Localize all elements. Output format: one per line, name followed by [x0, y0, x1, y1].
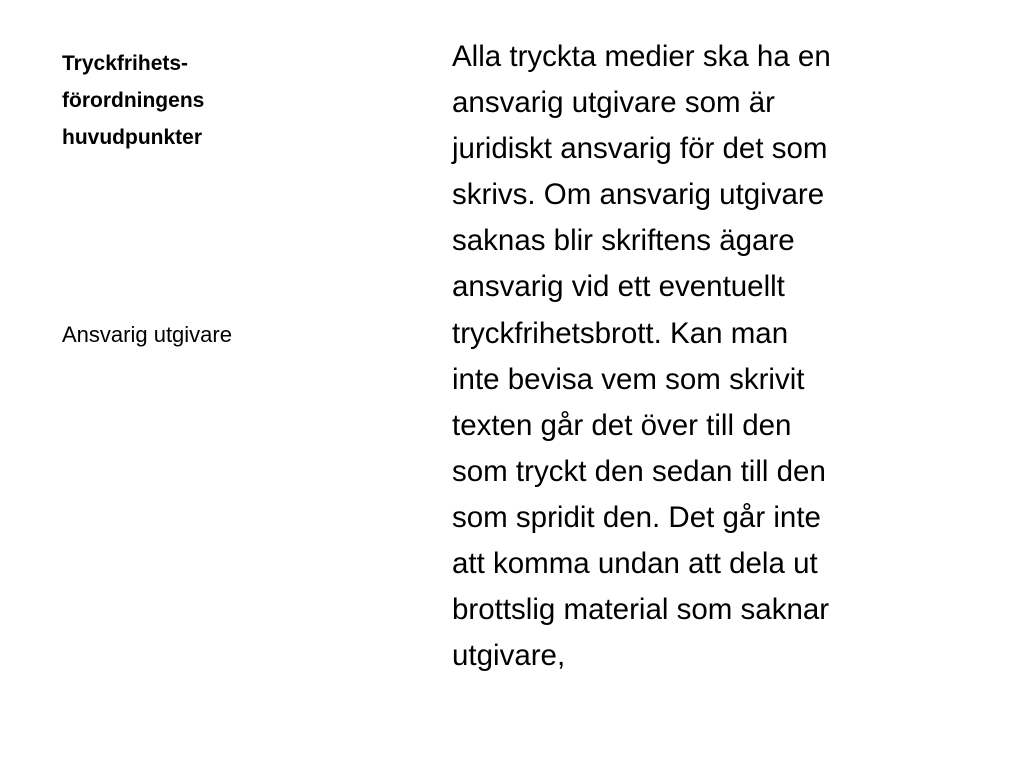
body-line: ansvarig utgivare som är	[452, 86, 776, 120]
title-line: huvudpunkter	[62, 126, 202, 149]
body-line: att komma undan att dela ut	[452, 547, 818, 581]
slide-title	[62, 45, 322, 156]
body-line: som spridit den. Det går inte	[452, 500, 821, 534]
body-paragraph	[452, 34, 992, 679]
body-line: som tryckt den sedan till den	[452, 454, 826, 488]
body-line: brottslig material som saknar	[452, 593, 830, 627]
body-line: utgivare,	[452, 639, 566, 673]
body-line: texten går det över till den	[452, 408, 792, 442]
body-line: Alla tryckta medier ska ha en	[452, 40, 831, 73]
body-line: inte bevisa vem som skrivit	[452, 362, 805, 396]
body-line: ansvarig vid ett eventuellt	[452, 270, 785, 304]
title-line: förordningens	[62, 89, 205, 112]
slide-subtitle: Ansvarig utgivare	[62, 322, 232, 347]
body-line: tryckfrihetsbrott. Kan man	[452, 316, 789, 350]
body-line: saknas blir skriftens ägare	[452, 224, 795, 258]
title-line: Tryckfrihets-	[62, 52, 189, 75]
body-line: juridiskt ansvarig för det som	[452, 132, 828, 166]
body-line: skrivs. Om ansvarig utgivare	[452, 178, 825, 212]
